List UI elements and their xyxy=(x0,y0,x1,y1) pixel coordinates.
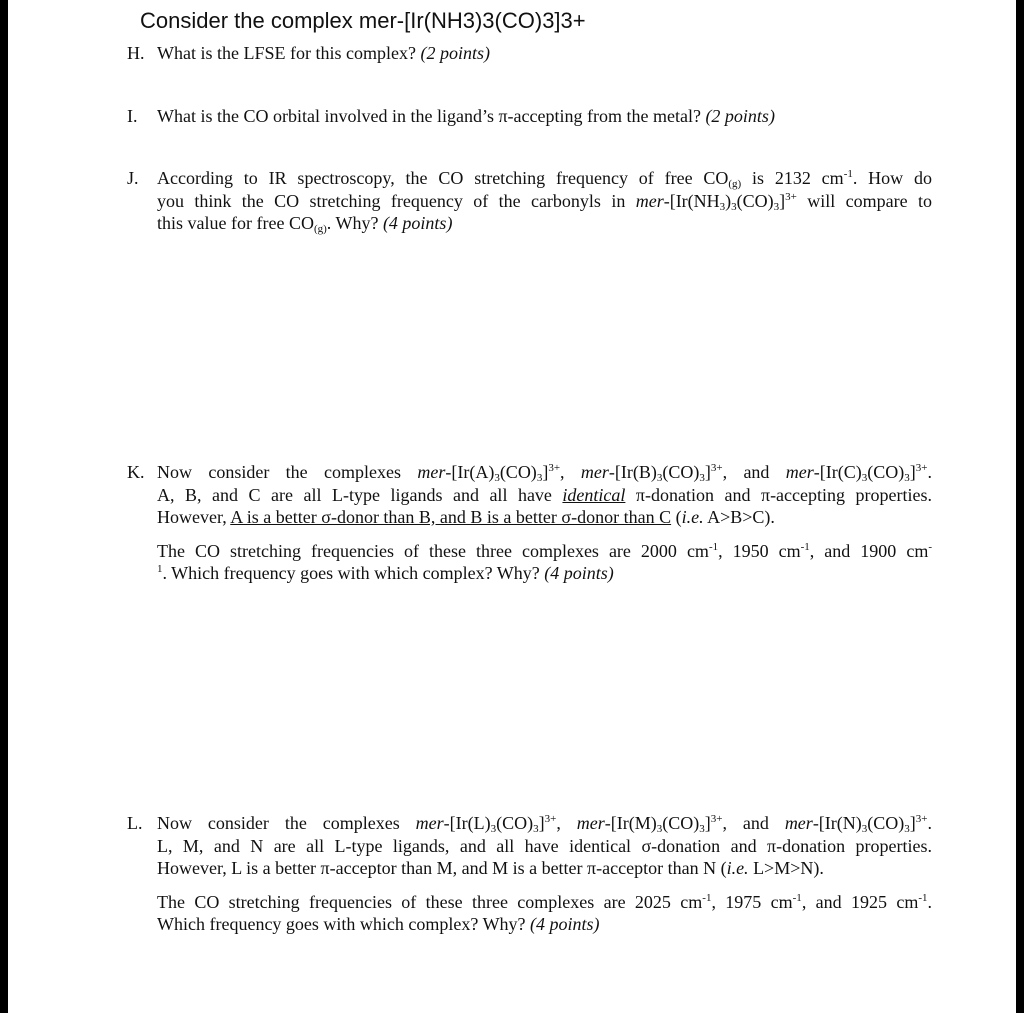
question-j-letter: J. xyxy=(127,168,139,188)
question-l-letter: L. xyxy=(127,813,143,833)
question-j-points: (4 points) xyxy=(382,213,453,233)
question-j-body xyxy=(157,167,932,235)
question-k-letter: K. xyxy=(127,462,145,482)
question-j-line-2: you think the CO stretching frequency of the carbonyls in mer-$[Ir(NH_3)_3(CO)_3]^{3+}$ will compare to xyxy=(157,190,932,213)
question-i-points: (2 points) xyxy=(705,106,775,126)
question-j-line-3: this value for free $CO_{(g)}$. Why? (4 points) xyxy=(157,213,453,235)
question-l-line-5: Which frequency goes with which complex? Why? (4 points) xyxy=(157,914,600,934)
question-l-line-4: The CO stretching frequencies of these three complexes are 2025 $cm^{-1}$, 1975 $cm^{-1}$, and 1925 $cm^{-1}$. xyxy=(157,891,933,912)
question-h-body xyxy=(157,42,932,65)
question-j-line-1: According to IR spectroscopy, the CO stretching frequency of free $CO_{(g)}$ is 2132 $cm^{-1}$. How do xyxy=(157,168,932,190)
question-i-text: What is the CO orbital involved in the ligand’s π-accepting from the metal? xyxy=(157,106,701,126)
question-k-line-3: However, A is a better σ-donor than B, and B is a better σ-donor than C (i.e. A>B>C). xyxy=(157,507,775,527)
right-edge-bar xyxy=(1016,0,1024,1013)
question-h-text: What is the LFSE for this complex? xyxy=(157,43,416,63)
question-k-points: (4 points) xyxy=(544,563,614,583)
question-l-points: (4 points) xyxy=(530,914,600,934)
question-l-body xyxy=(157,812,932,936)
left-edge-bar xyxy=(0,0,8,1013)
question-h-points: (2 points) xyxy=(420,43,490,63)
question-h-letter: H. xyxy=(127,43,145,63)
question-k-body xyxy=(157,461,932,585)
question-l-line-1: Now consider the complexes mer-$[Ir(L)_3(CO)_3]^{3+}$, mer-$[Ir(M)_3(CO)_3]^{3+}$, and mer-$[Ir(N)_3(CO)_3]^{3+}$. xyxy=(157,813,932,835)
question-i-letter: I. xyxy=(127,106,138,126)
page-title: Consider the complex mer-[Ir(NH3)3(CO)3]3+ xyxy=(140,8,586,33)
question-l-line-2: L, M, and N are all L-type ligands, and all have identical σ-donation and π-donation properties. xyxy=(157,835,932,856)
question-l-line-3: However, L is a better π-acceptor than M, and M is a better π-acceptor than N (i.e. L>M>N). xyxy=(157,858,824,878)
question-i-body xyxy=(157,105,932,128)
question-k-line-1: Now consider the complexes mer-$[Ir(A)_3(CO)_3]^{3+}$, mer-$[Ir(B)_3(CO)_3]^{3+}$, and mer-$[Ir(C)_3(CO)_3]^{3+}$. xyxy=(157,462,932,484)
question-k-line-4: The CO stretching frequencies of these three complexes are 2000 $cm^{-1}$, 1950 $cm^{-1}$, and 1900 cm- xyxy=(157,540,932,561)
question-k-line-5: $^1$. Which frequency goes with which complex? Why? (4 points) xyxy=(157,563,614,583)
question-k-line-2: A, B, and C are all L-type ligands and all have identical π-donation and π-accepting properties. xyxy=(157,484,932,505)
